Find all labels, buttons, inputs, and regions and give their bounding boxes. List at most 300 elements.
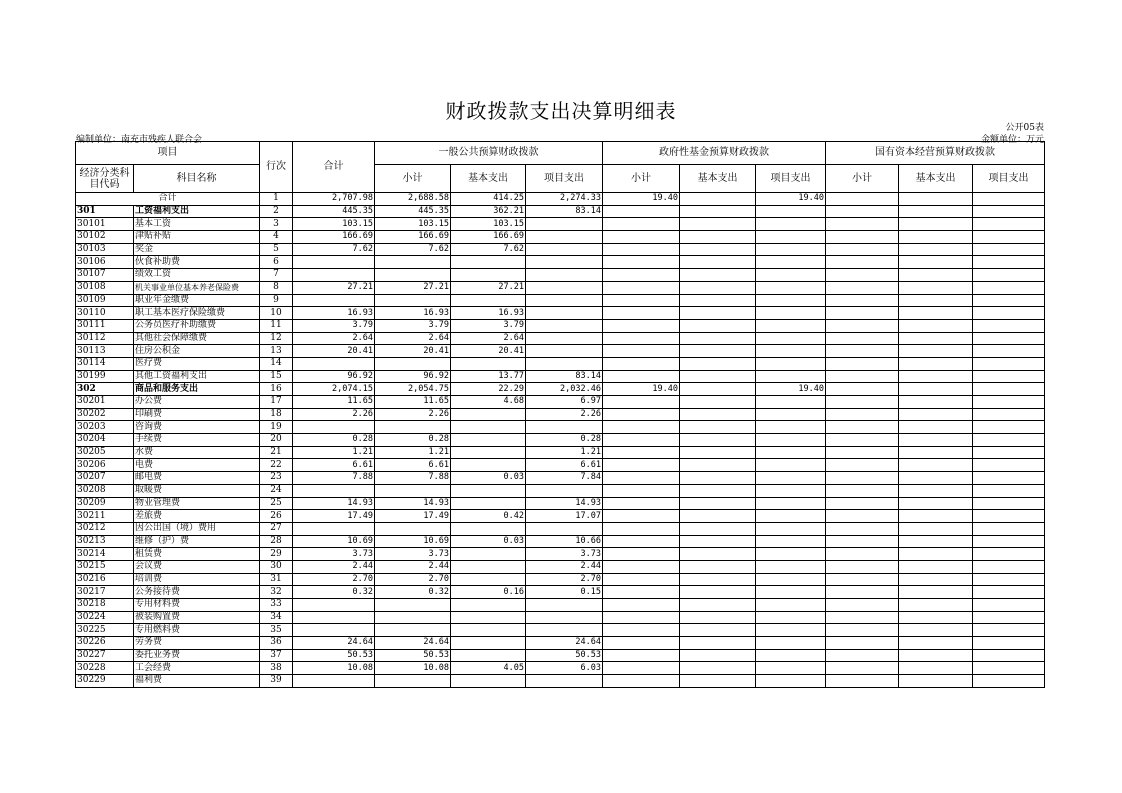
cell-total: 103.15 [293, 218, 375, 231]
cell-capital-basic [899, 446, 973, 459]
cell-fund-project [756, 345, 826, 358]
cell-capital-subtotal [826, 408, 899, 421]
cell-fund-basic [680, 370, 756, 383]
cell-general-subtotal: 3.79 [375, 319, 451, 332]
cell-total: 6.61 [293, 459, 375, 472]
cell-line: 27 [260, 522, 293, 535]
cell-capital-subtotal [826, 345, 899, 358]
cell-general-subtotal [375, 522, 451, 535]
cell-line: 34 [260, 611, 293, 624]
cell-general-project: 2.70 [526, 573, 603, 586]
table-row [76, 510, 1045, 523]
cell-general-project [526, 675, 603, 688]
cell-capital-subtotal [826, 624, 899, 637]
cell-total [293, 421, 375, 434]
cell-capital-subtotal [826, 357, 899, 370]
cell-capital-project [973, 421, 1045, 434]
cell-general-project: 3.73 [526, 548, 603, 561]
cell-fund-subtotal [603, 434, 680, 447]
cell-line: 24 [260, 484, 293, 497]
cell-fund-basic [680, 446, 756, 459]
cell-general-project: 6.61 [526, 459, 603, 472]
cell-general-subtotal: 2.70 [375, 573, 451, 586]
cell-line: 8 [260, 281, 293, 294]
cell-capital-subtotal [826, 586, 899, 599]
cell-capital-project [973, 307, 1045, 320]
cell-fund-subtotal [603, 446, 680, 459]
table-row [76, 548, 1045, 561]
cell-name: 取暖费 [134, 484, 260, 497]
cell-general-subtotal: 7.88 [375, 472, 451, 485]
cell-capital-basic [899, 421, 973, 434]
cell-capital-project [973, 345, 1045, 358]
cell-fund-basic [680, 396, 756, 409]
cell-total: 16.93 [293, 307, 375, 320]
cell-fund-project [756, 434, 826, 447]
cell-fund-subtotal [603, 611, 680, 624]
cell-general-subtotal: 96.92 [375, 370, 451, 383]
cell-code: 30212 [76, 522, 134, 535]
cell-fund-basic [680, 332, 756, 345]
cell-total: 17.49 [293, 510, 375, 523]
cell-capital-subtotal [826, 548, 899, 561]
cell-fund-project [756, 548, 826, 561]
cell-general-subtotal: 3.73 [375, 548, 451, 561]
table-row [76, 383, 1045, 396]
cell-fund-basic [680, 522, 756, 535]
cell-general-subtotal: 166.69 [375, 231, 451, 244]
cell-name: 劳务费 [134, 637, 260, 650]
expenditure-table [75, 141, 1045, 688]
cell-total: 7.88 [293, 472, 375, 485]
cell-code: 30218 [76, 599, 134, 612]
cell-fund-subtotal [603, 408, 680, 421]
cell-name: 福利费 [134, 675, 260, 688]
cell-general-project: 83.14 [526, 370, 603, 383]
cell-fund-basic [680, 637, 756, 650]
header-total: 合计 [293, 142, 375, 193]
cell-capital-subtotal [826, 243, 899, 256]
cell-general-basic: 3.79 [451, 319, 526, 332]
cell-general-subtotal: 10.08 [375, 662, 451, 675]
cell-general-basic [451, 522, 526, 535]
cell-general-project [526, 218, 603, 231]
cell-general-project: 50.53 [526, 649, 603, 662]
cell-fund-basic [680, 319, 756, 332]
cell-code: 30215 [76, 560, 134, 573]
cell-capital-basic [899, 218, 973, 231]
cell-code: 30111 [76, 319, 134, 332]
cell-general-project [526, 484, 603, 497]
cell-capital-basic [899, 243, 973, 256]
table-row [76, 205, 1045, 218]
cell-general-project [526, 294, 603, 307]
cell-general-basic [451, 459, 526, 472]
cell-general-basic [451, 421, 526, 434]
cell-line: 16 [260, 383, 293, 396]
cell-capital-subtotal [826, 205, 899, 218]
cell-fund-subtotal [603, 599, 680, 612]
cell-name: 办公费 [134, 396, 260, 409]
table-row [76, 573, 1045, 586]
cell-code: 30202 [76, 408, 134, 421]
cell-capital-basic [899, 586, 973, 599]
cell-capital-basic [899, 434, 973, 447]
cell-capital-project [973, 243, 1045, 256]
cell-fund-basic [680, 256, 756, 269]
table-row [76, 218, 1045, 231]
cell-capital-basic [899, 345, 973, 358]
cell-general-subtotal: 6.61 [375, 459, 451, 472]
cell-line: 5 [260, 243, 293, 256]
cell-line: 38 [260, 662, 293, 675]
cell-total [293, 522, 375, 535]
table-row [76, 294, 1045, 307]
cell-fund-subtotal [603, 560, 680, 573]
table-row [76, 560, 1045, 573]
cell-capital-subtotal [826, 370, 899, 383]
cell-total: 10.08 [293, 662, 375, 675]
cell-capital-project [973, 649, 1045, 662]
cell-capital-subtotal [826, 637, 899, 650]
cell-fund-basic [680, 281, 756, 294]
table-row [76, 269, 1045, 282]
cell-fund-basic [680, 345, 756, 358]
cell-fund-basic [680, 548, 756, 561]
cell-capital-basic [899, 396, 973, 409]
cell-capital-basic [899, 599, 973, 612]
cell-general-basic [451, 599, 526, 612]
cell-line: 6 [260, 256, 293, 269]
cell-code: 30207 [76, 472, 134, 485]
cell-line: 2 [260, 205, 293, 218]
cell-fund-subtotal [603, 231, 680, 244]
cell-general-project: 7.84 [526, 472, 603, 485]
table-row [76, 675, 1045, 688]
cell-capital-project [973, 611, 1045, 624]
cell-code: 30108 [76, 281, 134, 294]
cell-code: 301 [76, 205, 134, 218]
cell-line: 28 [260, 535, 293, 548]
cell-total [293, 624, 375, 637]
cell-fund-subtotal [603, 281, 680, 294]
cell-fund-subtotal [603, 573, 680, 586]
cell-general-subtotal: 0.28 [375, 434, 451, 447]
cell-capital-subtotal [826, 281, 899, 294]
cell-general-subtotal: 16.93 [375, 307, 451, 320]
table-row [76, 370, 1045, 383]
cell-line: 33 [260, 599, 293, 612]
cell-fund-basic [680, 624, 756, 637]
cell-capital-project [973, 294, 1045, 307]
cell-general-basic: 2.64 [451, 332, 526, 345]
cell-fund-basic [680, 231, 756, 244]
cell-line: 37 [260, 649, 293, 662]
cell-total [293, 357, 375, 370]
cell-fund-subtotal [603, 662, 680, 675]
cell-fund-project [756, 599, 826, 612]
cell-capital-subtotal [826, 231, 899, 244]
cell-general-project [526, 421, 603, 434]
cell-fund-subtotal [603, 472, 680, 485]
cell-capital-basic [899, 459, 973, 472]
cell-name: 津贴补贴 [134, 231, 260, 244]
cell-general-subtotal: 2,054.75 [375, 383, 451, 396]
cell-name: 手续费 [134, 434, 260, 447]
cell-fund-project [756, 231, 826, 244]
cell-fund-project [756, 281, 826, 294]
cell-capital-project [973, 599, 1045, 612]
header-general-project: 项目支出 [526, 165, 603, 193]
cell-line: 20 [260, 434, 293, 447]
cell-capital-subtotal [826, 193, 899, 206]
cell-total: 50.53 [293, 649, 375, 662]
table-row [76, 243, 1045, 256]
cell-fund-subtotal [603, 345, 680, 358]
cell-fund-subtotal [603, 548, 680, 561]
cell-general-basic [451, 408, 526, 421]
cell-fund-basic [680, 510, 756, 523]
cell-name: 咨询费 [134, 421, 260, 434]
cell-fund-subtotal [603, 421, 680, 434]
cell-fund-basic [680, 294, 756, 307]
cell-capital-project [973, 624, 1045, 637]
cell-name: 工会经费 [134, 662, 260, 675]
cell-fund-subtotal [603, 269, 680, 282]
cell-capital-subtotal [826, 573, 899, 586]
cell-fund-subtotal [603, 357, 680, 370]
cell-fund-project [756, 446, 826, 459]
table-row [76, 319, 1045, 332]
cell-capital-basic [899, 472, 973, 485]
cell-capital-basic [899, 256, 973, 269]
table-row [76, 662, 1045, 675]
cell-total: 24.64 [293, 637, 375, 650]
cell-general-subtotal: 50.53 [375, 649, 451, 662]
cell-name: 奖金 [134, 243, 260, 256]
cell-fund-subtotal [603, 637, 680, 650]
cell-fund-project [756, 675, 826, 688]
cell-code: 30216 [76, 573, 134, 586]
cell-fund-project [756, 497, 826, 510]
cell-capital-basic [899, 383, 973, 396]
cell-general-project: 2,032.46 [526, 383, 603, 396]
cell-capital-basic [899, 548, 973, 561]
cell-total: 1.21 [293, 446, 375, 459]
cell-name: 电费 [134, 459, 260, 472]
cell-general-subtotal: 24.64 [375, 637, 451, 650]
cell-capital-project [973, 662, 1045, 675]
table-row [76, 281, 1045, 294]
cell-capital-basic [899, 560, 973, 573]
cell-capital-project [973, 675, 1045, 688]
cell-line: 21 [260, 446, 293, 459]
cell-fund-basic [680, 599, 756, 612]
cell-name: 公务接待费 [134, 586, 260, 599]
header-capital-subtotal: 小计 [826, 165, 899, 193]
cell-capital-basic [899, 357, 973, 370]
cell-fund-project [756, 611, 826, 624]
cell-general-basic [451, 434, 526, 447]
cell-fund-basic [680, 357, 756, 370]
cell-code: 30203 [76, 421, 134, 434]
cell-capital-project [973, 459, 1045, 472]
cell-general-basic [451, 446, 526, 459]
cell-general-subtotal: 20.41 [375, 345, 451, 358]
cell-fund-subtotal [603, 459, 680, 472]
cell-code: 302 [76, 383, 134, 396]
cell-code: 30226 [76, 637, 134, 650]
table-row [76, 497, 1045, 510]
cell-general-project [526, 357, 603, 370]
cell-capital-subtotal [826, 434, 899, 447]
cell-code: 30214 [76, 548, 134, 561]
total-row [76, 193, 1045, 206]
cell-total [293, 599, 375, 612]
cell-general-basic: 0.42 [451, 510, 526, 523]
cell-general-subtotal: 2.26 [375, 408, 451, 421]
header-line: 行次 [260, 142, 293, 193]
cell-line: 12 [260, 332, 293, 345]
cell-general-basic [451, 611, 526, 624]
cell-fund-project [756, 637, 826, 650]
cell-general-basic: 27.21 [451, 281, 526, 294]
cell-general-basic [451, 357, 526, 370]
cell-capital-project [973, 256, 1045, 269]
cell-total: 27.21 [293, 281, 375, 294]
header-state-capital: 国有资本经营预算财政拨款 [826, 142, 1045, 165]
cell-capital-subtotal [826, 535, 899, 548]
cell-capital-project [973, 548, 1045, 561]
cell-code: 30209 [76, 497, 134, 510]
cell-fund-project [756, 522, 826, 535]
cell-capital-project [973, 510, 1045, 523]
cell-line: 4 [260, 231, 293, 244]
cell-fund-subtotal: 19.40 [603, 193, 680, 206]
header-fund-subtotal: 小计 [603, 165, 680, 193]
cell-fund-basic [680, 535, 756, 548]
cell-capital-basic [899, 484, 973, 497]
cell-name: 被装购置费 [134, 611, 260, 624]
table-row [76, 611, 1045, 624]
cell-total: 0.32 [293, 586, 375, 599]
cell-capital-basic [899, 497, 973, 510]
cell-capital-project [973, 269, 1045, 282]
cell-general-subtotal [375, 624, 451, 637]
cell-code: 30211 [76, 510, 134, 523]
cell-fund-project: 19.40 [756, 193, 826, 206]
cell-name: 职业年金缴费 [134, 294, 260, 307]
cell-general-project: 14.93 [526, 497, 603, 510]
cell-capital-project [973, 218, 1045, 231]
cell-name: 住房公积金 [134, 345, 260, 358]
cell-total: 0.28 [293, 434, 375, 447]
cell-general-basic [451, 649, 526, 662]
cell-capital-project [973, 370, 1045, 383]
cell-capital-subtotal [826, 269, 899, 282]
cell-fund-project [756, 662, 826, 675]
cell-general-subtotal: 17.49 [375, 510, 451, 523]
table-body [76, 193, 1045, 688]
table-row [76, 535, 1045, 548]
cell-fund-basic [680, 307, 756, 320]
cell-capital-subtotal [826, 332, 899, 345]
cell-general-basic [451, 497, 526, 510]
cell-total [293, 611, 375, 624]
cell-general-subtotal: 0.32 [375, 586, 451, 599]
cell-general-project [526, 522, 603, 535]
cell-general-project: 10.66 [526, 535, 603, 548]
cell-line: 15 [260, 370, 293, 383]
cell-general-basic: 0.03 [451, 472, 526, 485]
header-fund-project: 项目支出 [756, 165, 826, 193]
header-general-budget: 一般公共预算财政拨款 [375, 142, 603, 165]
cell-code: 30102 [76, 231, 134, 244]
cell-line: 13 [260, 345, 293, 358]
table-row [76, 586, 1045, 599]
cell-fund-subtotal [603, 522, 680, 535]
cell-capital-basic [899, 675, 973, 688]
cell-line: 23 [260, 472, 293, 485]
cell-code: 30204 [76, 434, 134, 447]
cell-general-basic: 103.15 [451, 218, 526, 231]
cell-capital-basic [899, 522, 973, 535]
cell-code: 30227 [76, 649, 134, 662]
cell-fund-project: 19.40 [756, 383, 826, 396]
cell-capital-subtotal [826, 256, 899, 269]
cell-fund-basic [680, 675, 756, 688]
cell-capital-subtotal [826, 611, 899, 624]
cell-total: 96.92 [293, 370, 375, 383]
cell-fund-subtotal: 19.40 [603, 383, 680, 396]
cell-general-subtotal: 2,688.58 [375, 193, 451, 206]
cell-fund-basic [680, 421, 756, 434]
cell-code: 30113 [76, 345, 134, 358]
cell-capital-subtotal [826, 396, 899, 409]
cell-line: 39 [260, 675, 293, 688]
header-gov-fund: 政府性基金预算财政拨款 [603, 142, 826, 165]
table-row [76, 624, 1045, 637]
cell-capital-project [973, 573, 1045, 586]
table-row [76, 459, 1045, 472]
cell-name: 培训费 [134, 573, 260, 586]
cell-general-basic [451, 269, 526, 282]
header-general-basic: 基本支出 [451, 165, 526, 193]
cell-general-project: 2.26 [526, 408, 603, 421]
cell-capital-subtotal [826, 484, 899, 497]
cell-fund-basic [680, 573, 756, 586]
cell-fund-subtotal [603, 205, 680, 218]
cell-fund-project [756, 256, 826, 269]
cell-general-project [526, 243, 603, 256]
cell-fund-project [756, 357, 826, 370]
cell-capital-basic [899, 637, 973, 650]
header-capital-project: 项目支出 [973, 165, 1045, 193]
header-capital-basic: 基本支出 [899, 165, 973, 193]
cell-capital-project [973, 472, 1045, 485]
cell-capital-basic [899, 662, 973, 675]
cell-general-subtotal: 27.21 [375, 281, 451, 294]
cell-line: 26 [260, 510, 293, 523]
cell-capital-basic [899, 649, 973, 662]
cell-capital-project [973, 383, 1045, 396]
cell-name: 会议费 [134, 560, 260, 573]
cell-fund-basic [680, 586, 756, 599]
cell-capital-project [973, 535, 1045, 548]
cell-line: 3 [260, 218, 293, 231]
cell-name: 绩效工资 [134, 269, 260, 282]
cell-capital-subtotal [826, 459, 899, 472]
